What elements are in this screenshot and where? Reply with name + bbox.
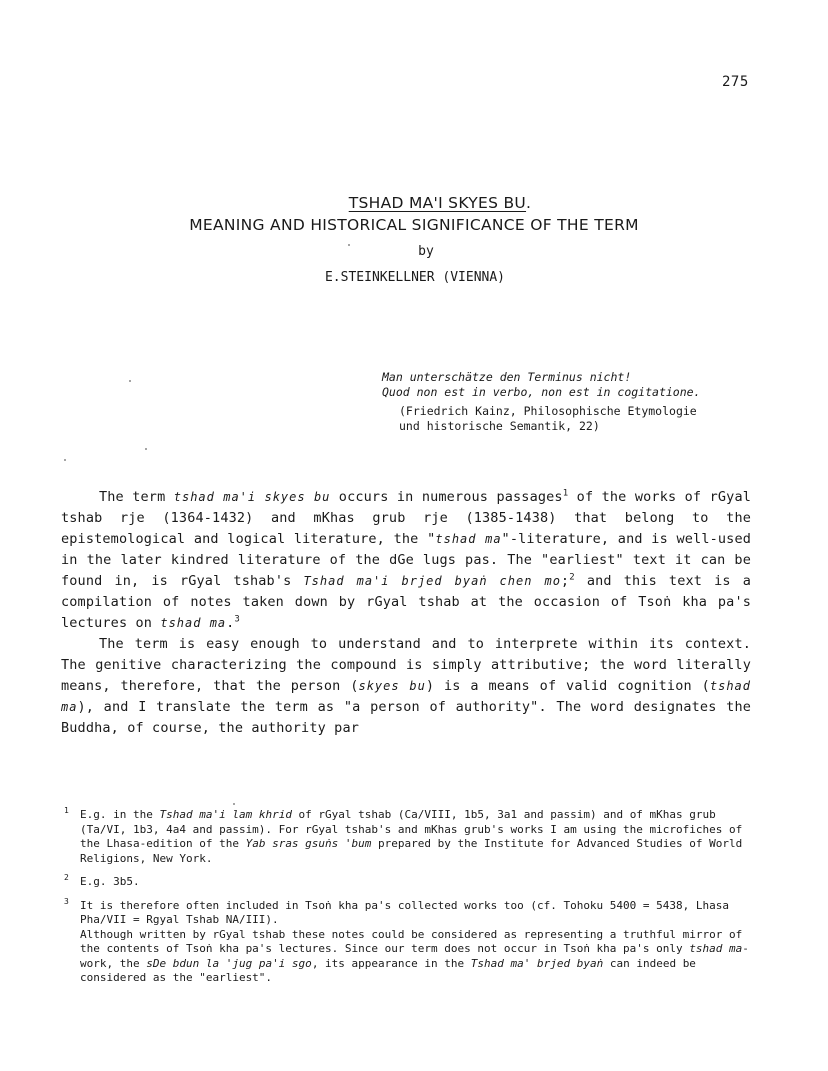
title-italic: Tshad ma' brjed byaṅ xyxy=(470,956,604,970)
footnote-mark: 2 xyxy=(64,873,69,882)
footnote-3 xyxy=(60,896,760,986)
text-run: E.g. 3b5. xyxy=(80,875,140,888)
text-run: of rGyal tshab (Ca/VIII, 1b5, 3a1 and passim) and of mKhas grub (Ta/VI, 1b3, 4a4 and passim). For rGyal tshab's and mKhas grub's works I am using the microfiches of the Lhasa-edition of the xyxy=(80,808,743,850)
page-number: 275 xyxy=(722,74,749,90)
text-run: The term xyxy=(99,489,174,505)
article-title xyxy=(0,192,828,214)
epigraph-line-1: Man unterschätze den Terminus nicht! xyxy=(382,370,632,384)
article-subtitle: MEANING AND HISTORICAL SIGNIFICANCE OF THE TERM xyxy=(189,216,639,234)
text-run: can indeed be considered as the "earliest". xyxy=(80,956,696,984)
footnote-2 xyxy=(60,875,760,890)
footnote-mark: 3 xyxy=(64,896,69,906)
term-italic: tshad ma xyxy=(689,942,743,955)
scan-speck xyxy=(233,803,235,805)
epigraph xyxy=(382,370,802,434)
text-run: and this text is a compilation of notes taken down by rGyal tshab at the occasion of Tsoṅ kha pa's lectures on xyxy=(61,573,752,631)
epigraph-line-2: Quod non est in verbo, non est in cogitatione. xyxy=(382,385,701,399)
text-run: "-literature, and is well-used in the later kindred literature of the dGe lugs pas. The "earliest" text it can be found in, is rGyal tshab's xyxy=(61,531,751,589)
paragraph-1 xyxy=(61,487,751,634)
text-run: It is therefore often included in Tsoṅ kha pa's collected works too (cf. Tohoku 5400 = 5438, Lhasa Pha/VII = Rgyal Tshab NA/III). xyxy=(80,898,730,926)
text-run: -work, the xyxy=(80,942,749,970)
article-title-main: TSHAD MA'I SKYES BU xyxy=(348,194,527,212)
text-run: ), and I translate the term as "a person of authority". The word designates the Buddha, of course, the authority par xyxy=(61,699,751,736)
title-block xyxy=(0,192,828,288)
footnote-ref-3: 3 xyxy=(234,614,240,625)
text-run: . xyxy=(226,615,235,631)
term-italic: skyes bu xyxy=(358,679,426,693)
footnote-ref-1: 1 xyxy=(562,488,569,499)
byline-by: by xyxy=(418,244,434,259)
epigraph-source-2: und historische Semantik, 22) xyxy=(399,419,600,433)
scan-speck xyxy=(64,459,66,461)
scan-speck xyxy=(145,448,147,450)
title-italic: Yab sras gsuṅs 'bum xyxy=(245,837,372,850)
text-run: of the works of rGyal tshab rje (1364-1432) and mKhas grub rje (1385-1438) that belong to the epistemological and logical literature, the " xyxy=(61,489,751,547)
scan-speck xyxy=(348,244,350,246)
footnote-mark: 1 xyxy=(64,806,69,815)
text-run: The term is easy enough to understand and to interprete within its context. The genitive characterizing the compound is simply attributive; the word literally means, therefore, that the person ( xyxy=(61,636,751,694)
term-italic: tshad ma xyxy=(160,616,227,630)
text-run: occurs in numerous passages xyxy=(330,489,563,505)
text-run: , its appearance in the xyxy=(311,956,471,970)
scan-speck xyxy=(129,380,131,382)
title-italic: sDe bdun la 'jug pa'i sgo xyxy=(146,956,312,970)
text-run: ) is a means of valid cognition ( xyxy=(425,678,710,694)
title-italic: Tshad ma'i brjed byaṅ chen mo xyxy=(303,574,561,588)
text-run: ; xyxy=(560,573,570,589)
article-title-period: . xyxy=(526,194,532,212)
footnote-ref-2: 2 xyxy=(569,572,575,583)
term-italic: tshad ma xyxy=(61,679,751,714)
author-name: E.STEINKELLNER (VIENNA) xyxy=(324,270,505,285)
text-run: E.g. in the xyxy=(80,808,160,821)
footnote-1 xyxy=(60,808,760,866)
title-italic: Tshad ma'i lam khrid xyxy=(159,808,292,821)
term-italic: tshad ma xyxy=(435,532,502,546)
paragraph-2 xyxy=(61,634,751,739)
body-text xyxy=(61,487,751,739)
text-run: prepared by the Institute for Advanced Studies of World Religions, New York. xyxy=(80,837,743,865)
term-italic: tshad ma'i skyes bu xyxy=(173,490,331,504)
footnotes xyxy=(60,808,760,995)
epigraph-source-1: (Friedrich Kainz, Philosophische Etymologie xyxy=(399,404,697,418)
text-run: Although written by rGyal tshab these notes could be considered as representing a truthful mirror of the contents of Tsoṅ kha pa's lectures. Since our term does not occur in Tsoṅ kha pa's only xyxy=(80,927,743,955)
